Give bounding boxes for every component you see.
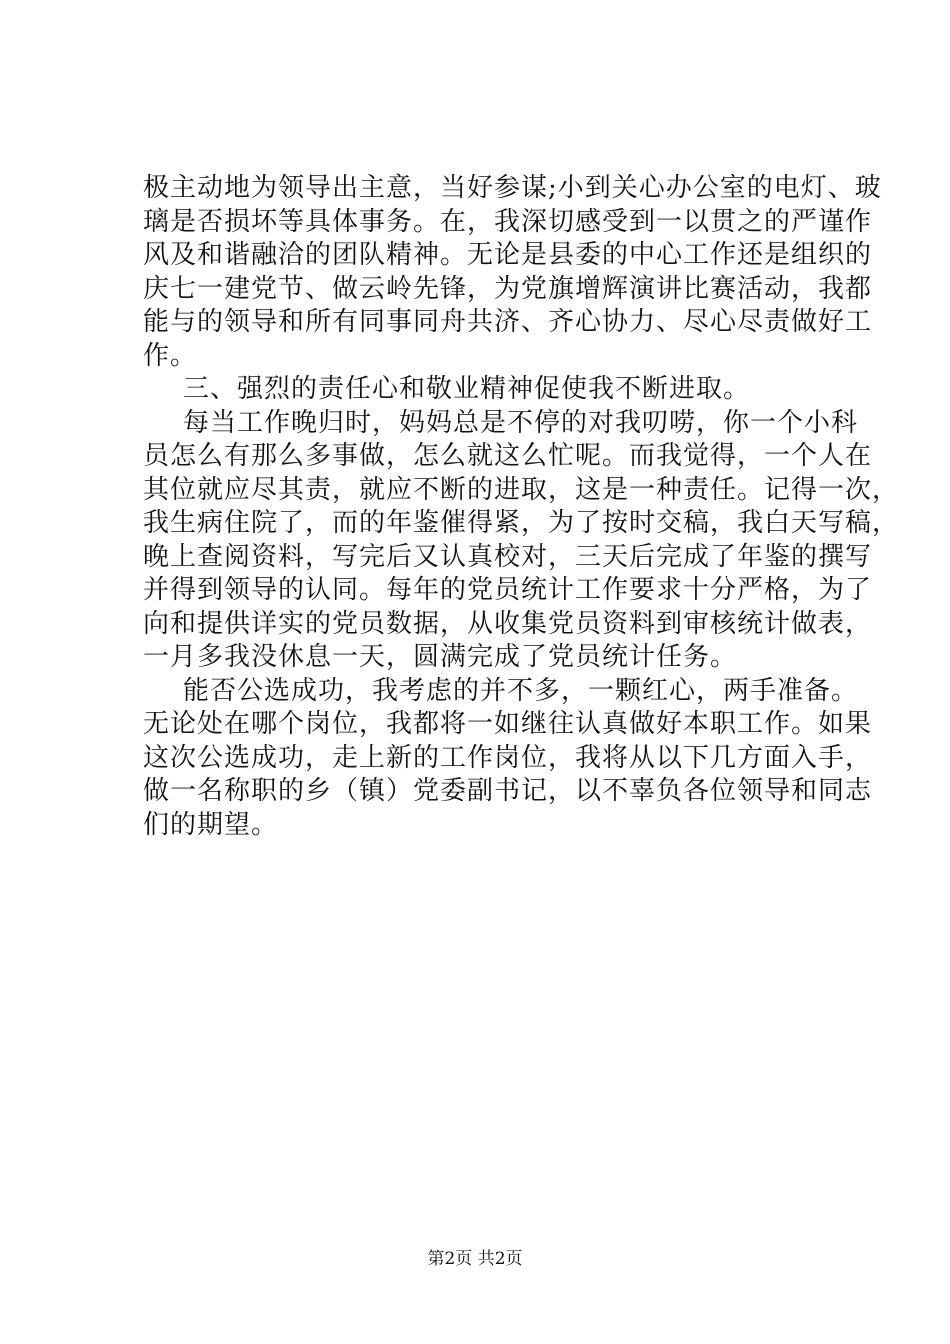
text-line: 做一名称职的乡（镇）党委副书记，以不辜负各位领导和同志 bbox=[143, 776, 873, 806]
page-number-footer: 第2页 共2页 bbox=[427, 1249, 523, 1269]
text-line: 向和提供详实的党员数据，从收集党员资料到审核统计做表， bbox=[143, 608, 873, 639]
text-line: 无论处在哪个岗位，我都将一如继往认真做好本职工作。如果 bbox=[143, 709, 873, 739]
text-line: 并得到领导的认同。每年的党员统计工作要求十分严格，为了 bbox=[143, 575, 873, 605]
text-line: 能与的领导和所有同事同舟共济、齐心协力、尽心尽责做好工 bbox=[143, 307, 873, 337]
text-line: 们的期望。 bbox=[143, 809, 279, 840]
body-text bbox=[143, 172, 900, 842]
text-line: 璃是否损坏等具体事务。在，我深切感受到一以贯之的严谨作 bbox=[143, 206, 873, 237]
text-line: 极主动地为领导出主意，当好参谋;小到关心办公室的电灯、玻 bbox=[143, 173, 882, 203]
text-line: 员怎么有那么多事做，怎么就这么忙呢。而我觉得，一个人在 bbox=[143, 441, 873, 471]
text-line: 这次公选成功，走上新的工作岗位，我将从以下几方面入手， bbox=[143, 742, 873, 773]
text-line: 晚上查阅资料，写完后又认真校对，三天后完成了年鉴的撰写 bbox=[143, 541, 873, 572]
text-line: 我生病住院了，而的年鉴催得紧，为了按时交稿，我白天写稿， bbox=[143, 508, 900, 538]
text-line: 庆七一建党节、做云岭先锋，为党旗增辉演讲比赛活动，我都 bbox=[143, 273, 873, 304]
text-line: 每当工作晚归时，妈妈总是不停的对我叨唠，你一个小科 bbox=[183, 407, 859, 438]
text-line: 一月多我没休息一天，圆满完成了党员统计任务。 bbox=[143, 642, 738, 672]
text-line: 能否公选成功，我考虑的并不多，一颗红心，两手准备。 bbox=[183, 675, 859, 706]
section-heading: 三、强烈的责任心和敬业精神促使我不断进取。 bbox=[183, 374, 751, 404]
text-line: 作。 bbox=[143, 340, 198, 371]
text-line: 风及和谐融洽的团队精神。无论是县委的中心工作还是组织的 bbox=[143, 240, 873, 270]
text-line: 其位就应尽其责，就应不断的进取，这是一种责任。记得一次， bbox=[143, 474, 900, 505]
